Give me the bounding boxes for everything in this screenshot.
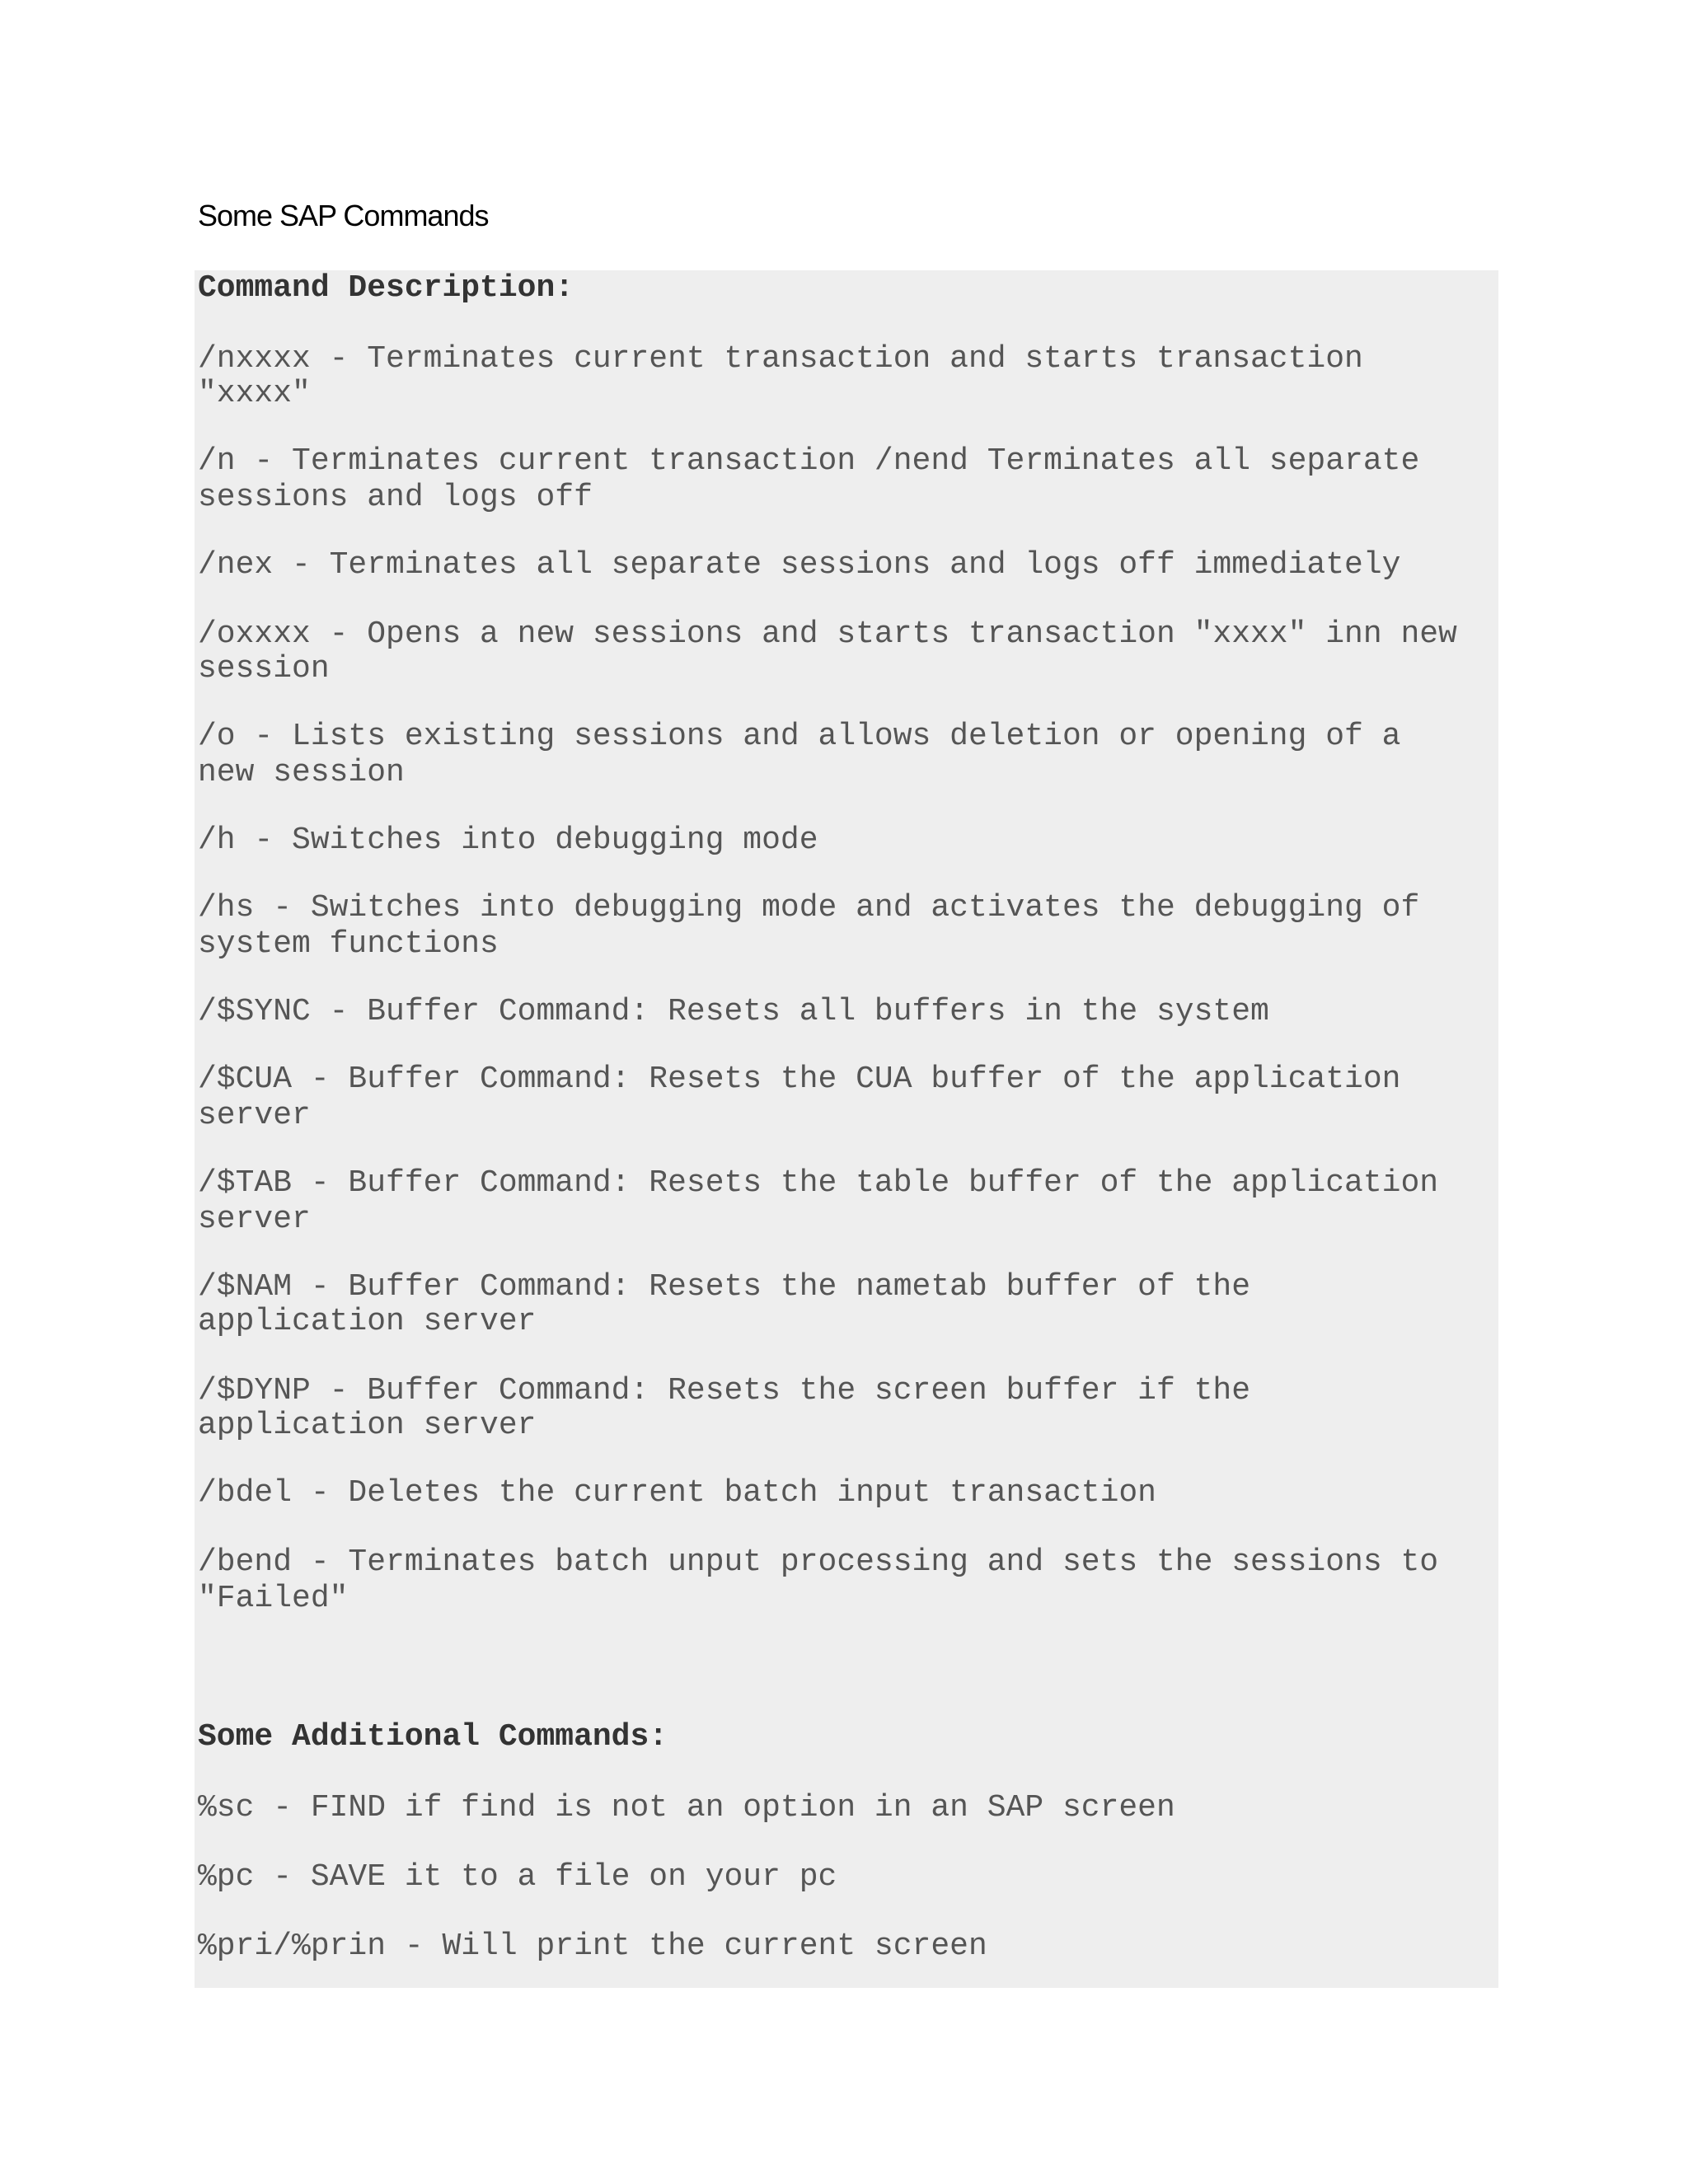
command-line: /h - Switches into debugging mode: [198, 823, 818, 858]
command-line: /n - Terminates current transaction /nend Terminates all separate: [198, 443, 1420, 479]
section-heading-command-description: Command Description:: [198, 270, 574, 306]
command-line: /nxxxx - Terminates current transaction and starts transaction: [198, 341, 1363, 377]
page-title: Some SAP Commands: [198, 199, 489, 232]
command-line: session: [198, 651, 330, 687]
section-heading-additional-commands: Some Additional Commands:: [198, 1719, 668, 1755]
command-line: /hs - Switches into debugging mode and activates the debugging of: [198, 890, 1420, 926]
command-line: server: [198, 1202, 311, 1237]
command-line: "Failed": [198, 1581, 349, 1616]
command-line: /bdel - Deletes the current batch input transaction: [198, 1475, 1156, 1511]
command-line: /$CUA - Buffer Command: Resets the CUA buffer of the application: [198, 1062, 1401, 1097]
command-line: /o - Lists existing sessions and allows deletion or opening of a: [198, 719, 1401, 754]
code-block: [195, 270, 1498, 1988]
command-line: /$TAB - Buffer Command: Resets the table buffer of the application: [198, 1165, 1439, 1201]
command-line: /$SYNC - Buffer Command: Resets all buffers in the system: [198, 994, 1269, 1029]
command-line: application server: [198, 1408, 537, 1443]
command-line: /$DYNP - Buffer Command: Resets the screen buffer if the: [198, 1373, 1251, 1408]
command-line: /$NAM - Buffer Command: Resets the nametab buffer of the: [198, 1269, 1251, 1305]
command-line: /nex - Terminates all separate sessions and logs off immediately: [198, 547, 1401, 583]
command-line: system functions: [198, 926, 499, 962]
command-line: %sc - FIND if find is not an option in an SAP screen: [198, 1790, 1175, 1825]
command-line: new session: [198, 755, 405, 790]
command-line: server: [198, 1098, 311, 1133]
command-line: %pri/%prin - Will print the current screen: [198, 1929, 987, 1964]
command-line: /bend - Terminates batch unput processing and sets the sessions to: [198, 1544, 1439, 1580]
command-line: /oxxxx - Opens a new sessions and starts transaction "xxxx" inn new: [198, 616, 1457, 652]
command-line: sessions and logs off: [198, 480, 593, 515]
command-line: "xxxx": [198, 376, 311, 411]
command-line: %pc - SAVE it to a file on your pc: [198, 1859, 837, 1895]
command-line: application server: [198, 1304, 537, 1339]
